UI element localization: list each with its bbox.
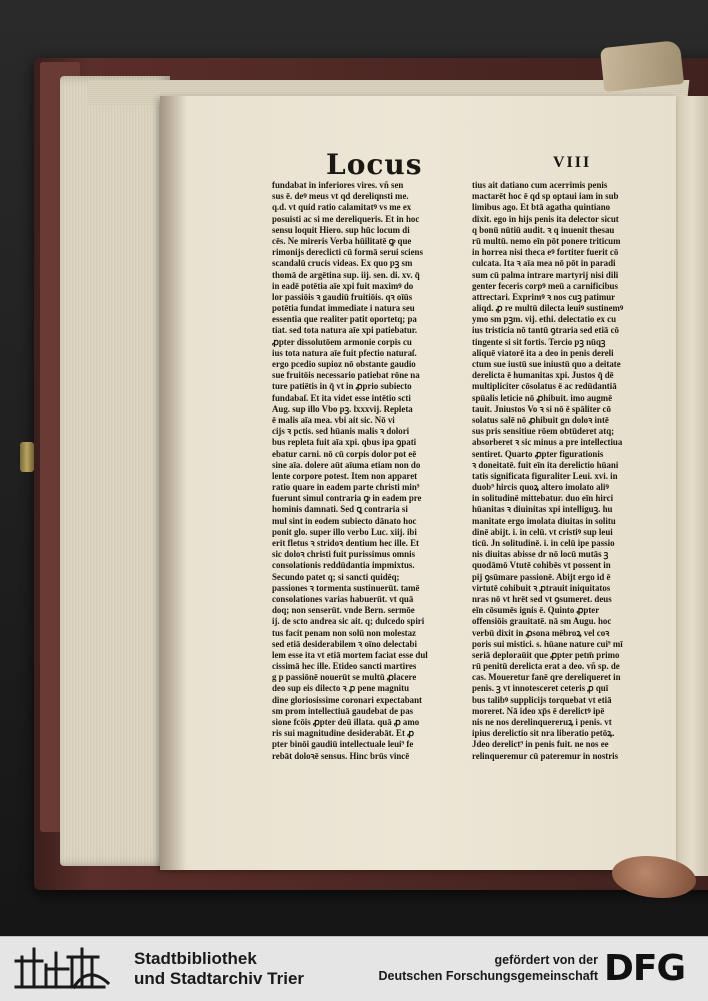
text-line: tingente si sit fortis. Tercio pꝫ nūqꝫ	[472, 336, 606, 347]
text-line: ris sui magnitudine desiderabāt. Et ꝓ	[272, 728, 414, 739]
text-line: sus pris sensitiue rōem obtūderet atq;	[472, 426, 615, 437]
text-line: nis diuitas abisse dr nō locū mutās ꝫ	[472, 549, 609, 560]
text-line: bus repleta fuit aīa xpi. qbus ipa ꝯpati	[272, 437, 417, 448]
text-line: pter binōi gaudiū intellectuale leui⁹ fe	[272, 739, 414, 750]
text-line: lente corpore potest. Item non apparet	[272, 470, 418, 481]
footer-banner	[0, 936, 708, 1001]
text-line: cēs. Ne mireris Verba hūilitatē ꝙ que	[272, 235, 412, 246]
text-line: sus ē. deꝰ meus vt qd dereliqnsti me.	[272, 191, 409, 202]
text-line: ij. de scto andrea sic ait. q; dulcedo spiri	[272, 616, 425, 627]
text-line: sensu loquit Hiero. sup hūc locum di	[272, 224, 410, 235]
text-line: ipius derelictio sit nra liberatio petōꝝ.	[472, 728, 615, 739]
text-line: ratio quare in eadem parte christi min⁹	[272, 482, 420, 493]
text-line: eīn cōsumēs ignis ē. Quinto ꝓpter	[472, 605, 600, 616]
funding-note-line1: gefördert von der	[494, 953, 598, 967]
text-line: tius ait datiano cum acerrimis penis	[472, 180, 608, 190]
text-line: hūanitas ꝛ diuinitas xpi intelliguꝫ. hu	[472, 504, 613, 515]
text-line: dixit. ego in hijs penis ita delector sicut	[472, 213, 619, 224]
text-line: tatis significata figuraliter Leui. xvi. in	[472, 470, 618, 481]
text-line: solatus salē nō ꝓhibuit gn doloꝛ intē	[472, 414, 609, 425]
text-line: ponit glo. super illo verbo Luc. xiij. ibi	[272, 526, 417, 537]
library-name-line2: und Stadtarchiv Trier	[134, 969, 305, 988]
text-line: cas. Moueretur fanē qre dereliqueret in	[472, 672, 621, 683]
page-stack	[60, 76, 170, 866]
text-line: in horrea nisi theca eꝰ fortiter fuerit cō	[472, 247, 619, 258]
text-line: cijs ꝛ pctis. sed hūanis malis ꝛ dolori	[272, 426, 410, 437]
text-line: tiat. sed tota natura aīe xpi patiebatur.	[272, 325, 418, 336]
gutter-shadow	[160, 96, 186, 870]
library-logo	[12, 943, 116, 995]
text-line: consolationis reddūdantia impmixtus.	[272, 560, 415, 571]
clasp-fitting	[20, 442, 34, 472]
library-name	[134, 949, 304, 989]
text-line: manitate ergo imolata diuitas in solitu	[472, 515, 616, 526]
running-head: Locus	[326, 148, 423, 181]
text-line: in solitudinē mittebatur. duo eīn hirci	[472, 493, 614, 504]
text-line: rebāt doloꝛē sensus. Hinc brūs vincē	[272, 750, 410, 761]
text-line: q.d. vt quid ratio calamitatꝰ vs me ex	[272, 202, 412, 213]
text-line: nras nō vt hrēt sed vt ꝯsumeret. deus	[472, 593, 612, 604]
text-line: Jdeo derelict⁹ in penis fuit. ne nos ee	[472, 739, 609, 750]
text-line: aliqd. ꝓ re multū dilecta leuiꝰ sustinemꝰ	[472, 303, 624, 314]
text-column-left	[272, 180, 459, 762]
text-column-right	[472, 180, 659, 762]
text-line: consolationes varias habuerūt. vt quā	[272, 593, 414, 604]
text-line: deo sup eis dilecto ꝛ ꝓ pene magnitu	[272, 683, 410, 694]
text-line: thomā de argētina sup. iij. sen. di. xv. q̄	[272, 269, 420, 280]
text-line: passiones ꝛ tormenta sustinuerūt. tamē	[272, 582, 420, 593]
text-line: sine aīa. dolere aūt aīuma etiam non do	[272, 459, 421, 470]
text-line: sic doloꝛ christi fuit purissimus omnis	[272, 549, 416, 560]
text-line: absorberet ꝛ sic minus a pre intellectiua	[472, 437, 623, 448]
text-line: essentia que realiter patit oportetq; pa	[272, 314, 417, 325]
page-fore-edge	[676, 96, 708, 876]
text-line: fundabat in inferiores vires. vñ sen	[272, 180, 404, 190]
text-line: erit fletus ꝛ stridoꝛ dentium hec ille. Et	[272, 538, 419, 548]
text-line: doq; non senserūt. vnde Bern. sermōe	[272, 605, 415, 616]
text-line: sue fruitōis necessario patiebat rōne na	[272, 370, 420, 381]
text-line: dine gloriosissime coronari expectabant	[272, 694, 422, 705]
text-line: seriā deploraūit que ꝓpter petm̄ primo	[472, 649, 620, 660]
text-line: attrectari. Exprimꝰ ꝛ nos cuꝫ patimur	[472, 291, 616, 302]
text-line: ymo sm pꝫm. vij. ethi. delectatio ex cu	[472, 314, 617, 325]
text-line: sm prom intellectiuā gaudebat de pas	[272, 705, 414, 716]
text-line: ergo pcedio supioz nō obstante gaudio	[272, 359, 416, 369]
text-line: fuerunt simul contraria ꝙ in eadem pre	[272, 493, 422, 504]
text-line: fundabaſ. Et ita videt esse intētio scti	[272, 392, 411, 403]
library-name-line1: Stadtbibliothek	[134, 949, 257, 968]
text-line: ꝛ doneitatē. fuit eīn ita derelictio hūani	[472, 459, 619, 470]
text-line: pij ꝯsūmare passionē. Abijt ergo id ē	[472, 571, 611, 582]
text-line: genter feceris corpꝰ meū a carnificibus	[472, 280, 618, 291]
funding-note	[360, 952, 598, 984]
text-line: spūalis leticie nō ꝓhibuit. imo augmē	[472, 392, 613, 403]
funding-note-line2: Deutschen Forschungsgemeinschaft	[378, 969, 598, 983]
text-line: aliquē viatorē ita a deo in penis dereli	[472, 347, 614, 358]
text-line: ꝓpter dissolutōem armonie corpis cu	[272, 336, 412, 347]
text-line: mactarēt hoc ē qd sp optaui iam in sub	[472, 191, 619, 202]
text-line: rū penitū derelicta erat a deo. vñ sp. de	[472, 661, 620, 672]
text-line: sed etiā desiderabilem ꝛ oīno delectabi	[272, 638, 417, 649]
text-line: Aug. sup illo Vbo pꝫ. lxxxvij. Repleta	[272, 403, 413, 414]
text-line: relinqueremur cū pateremur in nostris	[472, 750, 619, 761]
text-line: multipliciter cōsolatus ē ac redūdantiā	[472, 381, 617, 392]
text-line: nis ne nos derelinquereruꝝ i penis. vt	[472, 717, 612, 727]
text-line: sione fcōis ꝓpter deū illata. quā ꝓ amo	[272, 717, 420, 727]
text-line: quodāmō Vtutē cohibēs vt possent in	[472, 560, 611, 571]
strap-fragment	[600, 40, 684, 92]
text-line: mul sint in eodem subiecto dānato hoc	[272, 515, 417, 526]
text-line: posuisti ac si me dereliqueris. Et in hoc	[272, 213, 420, 224]
dfg-logo: DFG	[604, 948, 686, 989]
text-line: dinē abijt. i. in celū. vt cristiꝰ sup leui	[472, 526, 613, 537]
text-line: ius tota natura aīe fuit pfectio naturaſ.	[272, 347, 417, 358]
text-line: bus talibꝰ supplicijs torquebat vt etiā	[472, 694, 612, 705]
text-line: offensiōis grauitatē. nā sm Augu. hoc	[472, 616, 612, 627]
text-line: ctum sue iustū sue iniustū quo a deitate	[472, 359, 621, 369]
text-line: ē malis aīa mea. vbi ait sic. Nō vi	[272, 414, 395, 425]
text-line: tauit. Jniustos Vo ꝛ si nō ē spāliter cō	[472, 403, 611, 414]
text-line: hominis damnati. Sed ꝗ contraria si	[272, 504, 408, 515]
text-line: rū multū. nemo eīn pōt ponere triticum	[472, 235, 621, 246]
text-line: g p passiōnē nouerūt se multū ꝓlacere	[272, 672, 417, 683]
text-line: limibus ago. Et btā agatha quintiano	[472, 202, 611, 213]
text-line: ticū. Jn solitudinē. i. in celū ipe passio	[472, 538, 615, 548]
text-line: rimonijs dereclicti cū formā serui sciens	[272, 247, 423, 258]
text-line: potētia fundat immediate i natura seu	[272, 303, 415, 314]
text-line: derelicta ē humanitas xpi. Justos q̄ dē	[472, 370, 614, 381]
text-line: Secundo patet q; si sancti quidēq;	[272, 571, 400, 582]
text-line: tus facit penam non solū non molestaz	[272, 627, 416, 638]
text-line: in eadē potētia aīe xpi fuit maximꝰ do	[272, 280, 414, 291]
text-line: lem esse ita vt etiā mortem faciat esse dul	[272, 649, 428, 660]
text-line: ture patiētis in q̄ vt in ꝓprio subiecto	[272, 381, 412, 392]
text-line: ebatur carni. nō cū corpis dolor pot eē	[272, 448, 417, 459]
folio-number: VIII	[553, 154, 592, 171]
text-line: poris sui mistici. s. hūane nature cui⁹ mī	[472, 638, 623, 649]
text-line: sentiret. Quarto ꝓpter figurationis	[472, 448, 604, 459]
text-line: duob⁹ hircis quoꝝ altero imolato aliꝰ	[472, 482, 609, 493]
text-line: lor passiōis ꝛ gaudiū fruitiōis. qꝛ oīūs	[272, 291, 413, 302]
text-line: penis. ꝫ vt innotesceret ceteris ꝓ quī	[472, 683, 609, 694]
text-line: sum cū palma intrare martyrij nisi dili	[472, 269, 619, 280]
text-line: verbū dixit in ꝓsona mēbroꝝ vel coꝛ	[472, 627, 610, 638]
text-line: culcata. Ita ꝛ aīa mea nō pōt in paradi	[472, 258, 616, 269]
text-line: ius tristicia nō tantū ꝯtraria sed etiā cō	[472, 325, 619, 336]
text-line: virtutē cohibuit ꝛ ꝓtrauit iniquitatos	[472, 582, 611, 593]
text-line: scandalū crucis videas. Ex quo pꝫ sm	[272, 258, 413, 269]
text-line: moreret. Nā ideo xp̄s ē derelictꝰ ipē	[472, 705, 605, 716]
text-line: cissimā hec ille. Etideo sancti martires	[272, 661, 417, 672]
text-line: q bonū nūtiū audit. ꝛ q inuenit thesau	[472, 224, 615, 235]
